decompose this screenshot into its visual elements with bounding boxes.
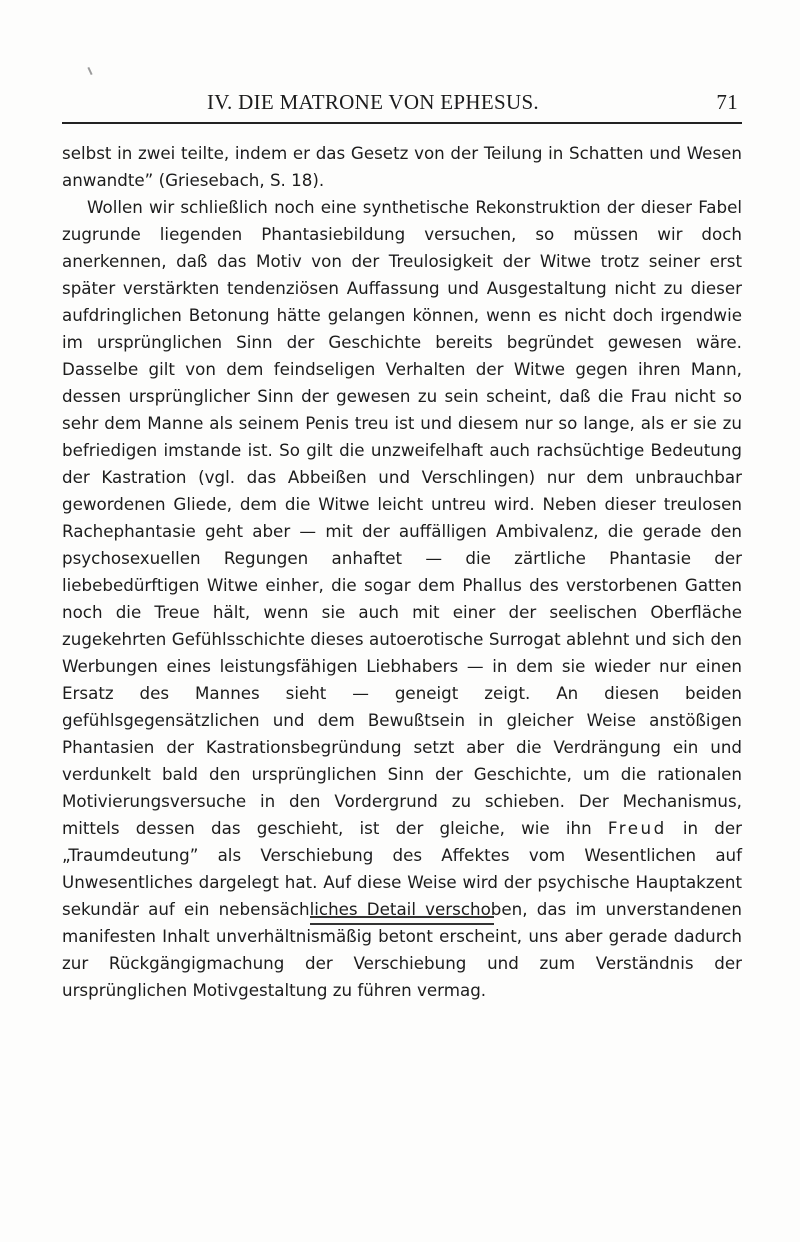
paragraph-continuation bbox=[62, 140, 742, 194]
paragraph-text-start: Wollen wir schließlich noch eine synthetische Rekonstruktion der dieser Fabel zugrunde liegenden Phantasiebildung versuchen, so müssen wir doch anerkennen, daß das Motiv von der Treulosigkeit der Witwe trotz seiner erst später verstärkten tendenziösen Auffassung und Ausgestaltung nicht zu dieser aufdringlichen Betonung hätte gelangen können, wenn es nicht doch irgendwie im ursprünglichen Sinn der Geschichte bereits begründet gewesen wäre. Dasselbe gilt von dem feindseligen Verhalten der Witwe gegen ihren Mann, dessen ursprünglicher Sinn der gewesen zu sein scheint, daß die Frau nicht so sehr dem Manne als seinem Penis treu ist und diesem nur so lange, als er sie zu befriedigen imstande ist. So gilt die unzweifelhaft auch rachsüchtige Bedeutung der Kastration (vgl. das Abbeißen und Verschlingen) nur dem unbrauchbar gewordenen Gliede, dem die Witwe leicht untreu wird. Neben dieser treulosen Rachephantasie geht aber — mit der auffälligen Ambivalenz, die gerade den psychosexuellen Regungen anhaftet — die zärtliche Phantasie der liebebedürftigen Witwe einher, die sogar dem Phallus des verstorbenen Gatten noch die Treue hält, wenn sie auch mit einer der seelischen Oberfläche zugekehrten Gefühlsschichte dieses autoerotische Surrogat ablehnt und sich den Werbungen eines leistungsfähigen Liebhabers — in dem sie wieder nur einen Ersatz des Mannes sieht — geneigt zeigt. An diesen beiden gefühlsgegensätzlichen und dem Bewußtsein in gleicher Weise anstößigen Phantasien der Kastrationsbegründung setzt aber die Verdrängung ein und verdunkelt bald den ursprünglichen Sinn der Geschichte, um die rationalen Motivierungsversuche in den Vordergrund zu schieben. Der Mechanismus, mittels dessen das geschieht, ist der gleiche, wie ihn bbox=[62, 197, 742, 838]
running-header bbox=[62, 88, 742, 124]
paragraph-text: selbst in zwei teilte, indem er das Gesetz von der Teilung in Schatten und Wesen anwandte” (Griesebach, S. 18). bbox=[62, 143, 742, 190]
body-text bbox=[62, 140, 742, 1004]
chapter-title: IV. DIE MATRONE VON EPHESUS. bbox=[207, 90, 539, 114]
author-name-emphasis: Freud bbox=[607, 818, 667, 838]
paragraph-text-end: in der „Traumdeutung” als Verschiebung des Affektes vom Wesentlichen auf Unwesentliches dargelegt hat. Auf diese Weise wird der psychische Hauptakzent sekundär auf ein nebensächliches Detail verschoben, das im unverstandenen manifesten Inhalt unverhältnismäßig betont erscheint, uns aber gerade dadurch zur Rückgängigmachung der Verschiebung und zum Verständnis der ursprünglichen Motivgestaltung zu führen vermag. bbox=[62, 818, 742, 1000]
page-number: 71 bbox=[716, 90, 738, 114]
paragraph-reconstruction bbox=[62, 194, 742, 1004]
section-end-rule bbox=[310, 916, 494, 918]
section-end-rule bbox=[310, 923, 494, 925]
print-speck bbox=[87, 67, 92, 75]
